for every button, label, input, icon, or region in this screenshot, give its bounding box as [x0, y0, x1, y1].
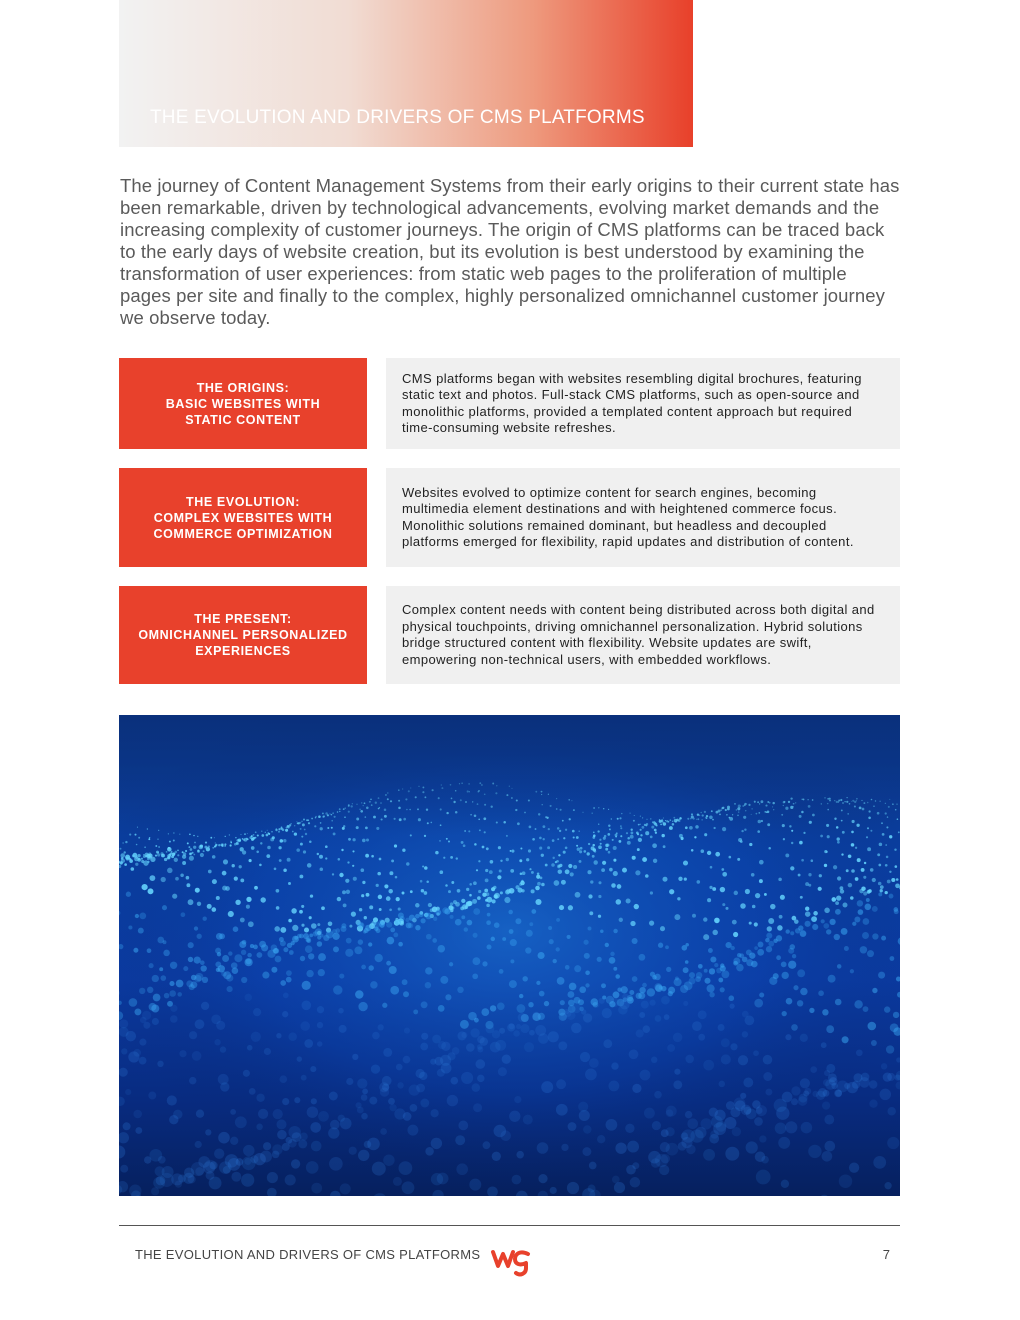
- stage-label-origins: [119, 358, 367, 449]
- stage-label-present: [119, 586, 367, 684]
- stage-description-present: [386, 586, 900, 684]
- stage-description-origins: [386, 358, 900, 449]
- wg-logo-icon: [490, 1244, 532, 1278]
- stage-description-text: Websites evolved to optimize content for search engines, becoming multimedia element destinations and with heightened commerce focus. Monolithic solutions remained dominant, but headless and decoupled platforms emerged for flexibility, rapid updates and distribution of content.: [402, 484, 854, 549]
- footer-title: THE EVOLUTION AND DRIVERS OF CMS PLATFORMS: [135, 1247, 481, 1262]
- stage-label-text: THE PRESENT: OMNICHANNEL PERSONALIZED EXPERIENCES: [138, 612, 348, 658]
- intro-paragraph: The journey of Content Management Systems from their early origins to their current state has been remarkable, driven by technological advancements, evolving market demands and the increasing complexity of customer journeys. The origin of CMS platforms can be traced back to the early days of website creation, but its evolution is best understood by examining the transformation of user experiences: from static web pages to the proliferation of multiple pages per site and finally to the complex, highly personalized omnichannel customer journey we observe today.: [120, 175, 900, 328]
- stage-description-text: CMS platforms began with websites resembling digital brochures, featuring static text and photos. Full-stack CMS platforms, such as open-source and monolithic platforms, provided a templated content approach but required time-consuming website refreshes.: [402, 370, 862, 435]
- particle-field: [119, 715, 900, 1196]
- particle-wave-image: [119, 715, 900, 1196]
- stage-label-text: THE EVOLUTION: COMPLEX WEBSITES WITH COMMERCE OPTIMIZATION: [153, 494, 333, 541]
- stage-description-evolution: [386, 468, 900, 567]
- stage-label-evolution: [119, 468, 367, 567]
- page-title: THE EVOLUTION AND DRIVERS OF CMS PLATFORMS: [150, 107, 645, 128]
- stage-label-text: THE ORIGINS: BASIC WEBSITES WITH STATIC CONTENT: [165, 380, 321, 427]
- page-number: 7: [882, 1247, 890, 1262]
- footer-divider: [119, 1225, 900, 1226]
- stage-description-text: Complex content needs with content being distributed across both digital and physical touchpoints, driving omnichannel personalization. Hybrid solutions bridge structured content with flexibility. Website updates are swift, empowering non-technical users, with embedded workflows.: [402, 602, 875, 667]
